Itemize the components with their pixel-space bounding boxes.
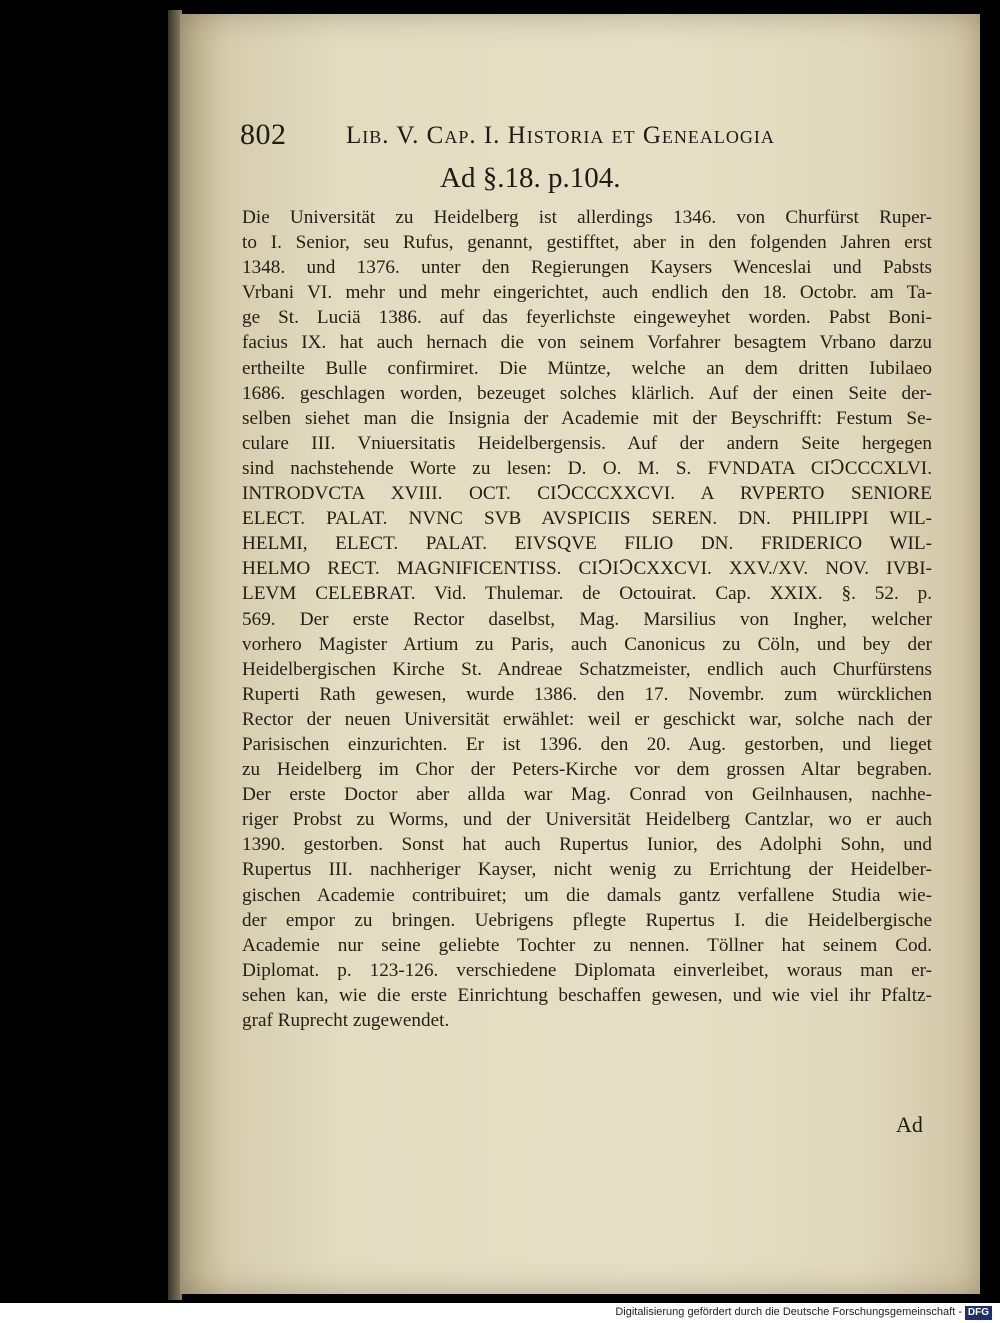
digitization-note: Digitalisierung gefördert durch die Deutsche Forschungsgemeinschaft - [615, 1306, 962, 1318]
text-line: Die Universität zu Heidelberg ist allerdings 1346. von Churfürst Ruper- [242, 207, 932, 228]
running-title: Lib. V. Cap. I. Historia et Genealogia [346, 122, 775, 149]
text-line: to I. Senior, seu Rufus, genannt, gestifftet, aber in den folgenden Jahren erst [242, 232, 932, 254]
text-line: 569. Der erste Rector daselbst, Mag. Marsilius von Ingher, welcher [242, 608, 932, 630]
text-line: LEVM CELEBRAT. Vid. Thulemar. de Octouirat. Cap. XXIX. §. 52. p. [242, 583, 932, 605]
text-line: selben siehet man die Insignia der Academie mit der Beyschrifft: Festum Se- [242, 407, 932, 429]
running-head [240, 118, 840, 158]
text-line: 1390. gestorben. Sonst hat auch Rupertus Iunior, des Adolphi Sohn, und [242, 834, 932, 856]
dfg-logo: DFG [965, 1306, 992, 1320]
text-line: sehen kan, wie die erste Einrichtung beschaffen gewesen, und wie viel ihr Pfaltz- [242, 984, 932, 1006]
text-line: Diplomat. p. 123-126. verschiedene Diplomata einverleibet, woraus man er- [242, 959, 932, 981]
text-line: ge St. Luciä 1386. auf das feyerlichste eingeweyhet worden. Pabst Boni- [242, 307, 932, 329]
text-line: Rupertus III. nachheriger Kayser, nicht wenig zu Errichtung der Heidelber- [242, 859, 932, 881]
text-line: zu Heidelberg im Chor der Peters-Kirche vor dem grossen Altar begraben. [242, 759, 932, 781]
text-line: ELECT. PALAT. NVNC SVB AVSPICIIS SEREN. DN. PHILIPPI WIL- [242, 508, 932, 530]
text-line: HELMO RECT. MAGNIFICENTISS. CIↃIↃCXXCVI. XXV./XV. NOV. IVBI- [242, 558, 932, 580]
text-line: sind nachstehende Worte zu lesen: D. O. M. S. FVNDATA CIↃCCCXLVI. [242, 457, 932, 479]
text-line: Parisischen einzurichten. Er ist 1396. den 20. Aug. gestorben, und lieget [242, 733, 932, 755]
text-line: Ruperti Rath gewesen, wurde 1386. den 17. Novembr. zum würcklichen [242, 683, 932, 705]
text-line: facius IX. hat auch hernach die von seinem Vorfahrer besagtem Vrbano darzu [242, 332, 932, 354]
text-line: graf Ruprecht zugewendet. [242, 1010, 450, 1031]
text-line: riger Probst zu Worms, und der Universität Heidelberg Cantzlar, wo er auch [242, 809, 932, 831]
text-line: 1348. und 1376. unter den Regierungen Kaysers Wenceslai und Pabsts [242, 257, 932, 279]
page-number: 802 [240, 118, 287, 151]
text-line: HELMI, ELECT. PALAT. EIVSQVE FILIO DN. FRIDERICO WIL- [242, 533, 932, 555]
text-line: Rector der neuen Universität erwählet: weil er geschickt war, solche nach der [242, 708, 932, 730]
text-line: INTRODVCTA XVIII. OCT. CIↃCCCXXCVI. A RVPERTO SENIORE [242, 483, 932, 505]
text-line: culare III. Vniuersitatis Heidelbergensis. Auf der andern Seite hergegen [242, 432, 932, 454]
section-title: Ad §.18. p.104. [440, 162, 621, 194]
catchword: Ad [896, 1112, 923, 1137]
text-line: vorhero Magister Artium zu Paris, auch Canonicus zu Cöln, und bey der [242, 633, 932, 655]
body-text [242, 205, 932, 1033]
text-line: ertheilte Bulle confirmiret. Die Müntze, welche an dem dritten Iubilaeo [242, 357, 932, 379]
text-line: Academie nur seine geliebte Tochter zu nennen. Töllner hat seinem Cod. [242, 934, 932, 956]
text-line: der empor zu bringen. Uebrigens pflegte Rupertus I. die Heidelbergische [242, 909, 932, 931]
text-line: Heidelbergischen Kirche St. Andreae Schatzmeister, endlich auch Churfürstens [242, 658, 932, 680]
text-line: gischen Academie contribuiret; um die damals gantz verfallene Studia wie- [242, 884, 932, 906]
text-line: 1686. geschlagen worden, bezeuget solches klärlich. Auf der einen Seite der- [242, 382, 932, 404]
footer-bar [0, 1303, 1000, 1323]
text-line: Vrbani VI. mehr und mehr eingerichtet, auch endlich den 18. Octobr. am Ta- [242, 282, 932, 304]
text-line: Der erste Doctor aber allda war Mag. Conrad von Geilnhausen, nachhe- [242, 784, 932, 806]
